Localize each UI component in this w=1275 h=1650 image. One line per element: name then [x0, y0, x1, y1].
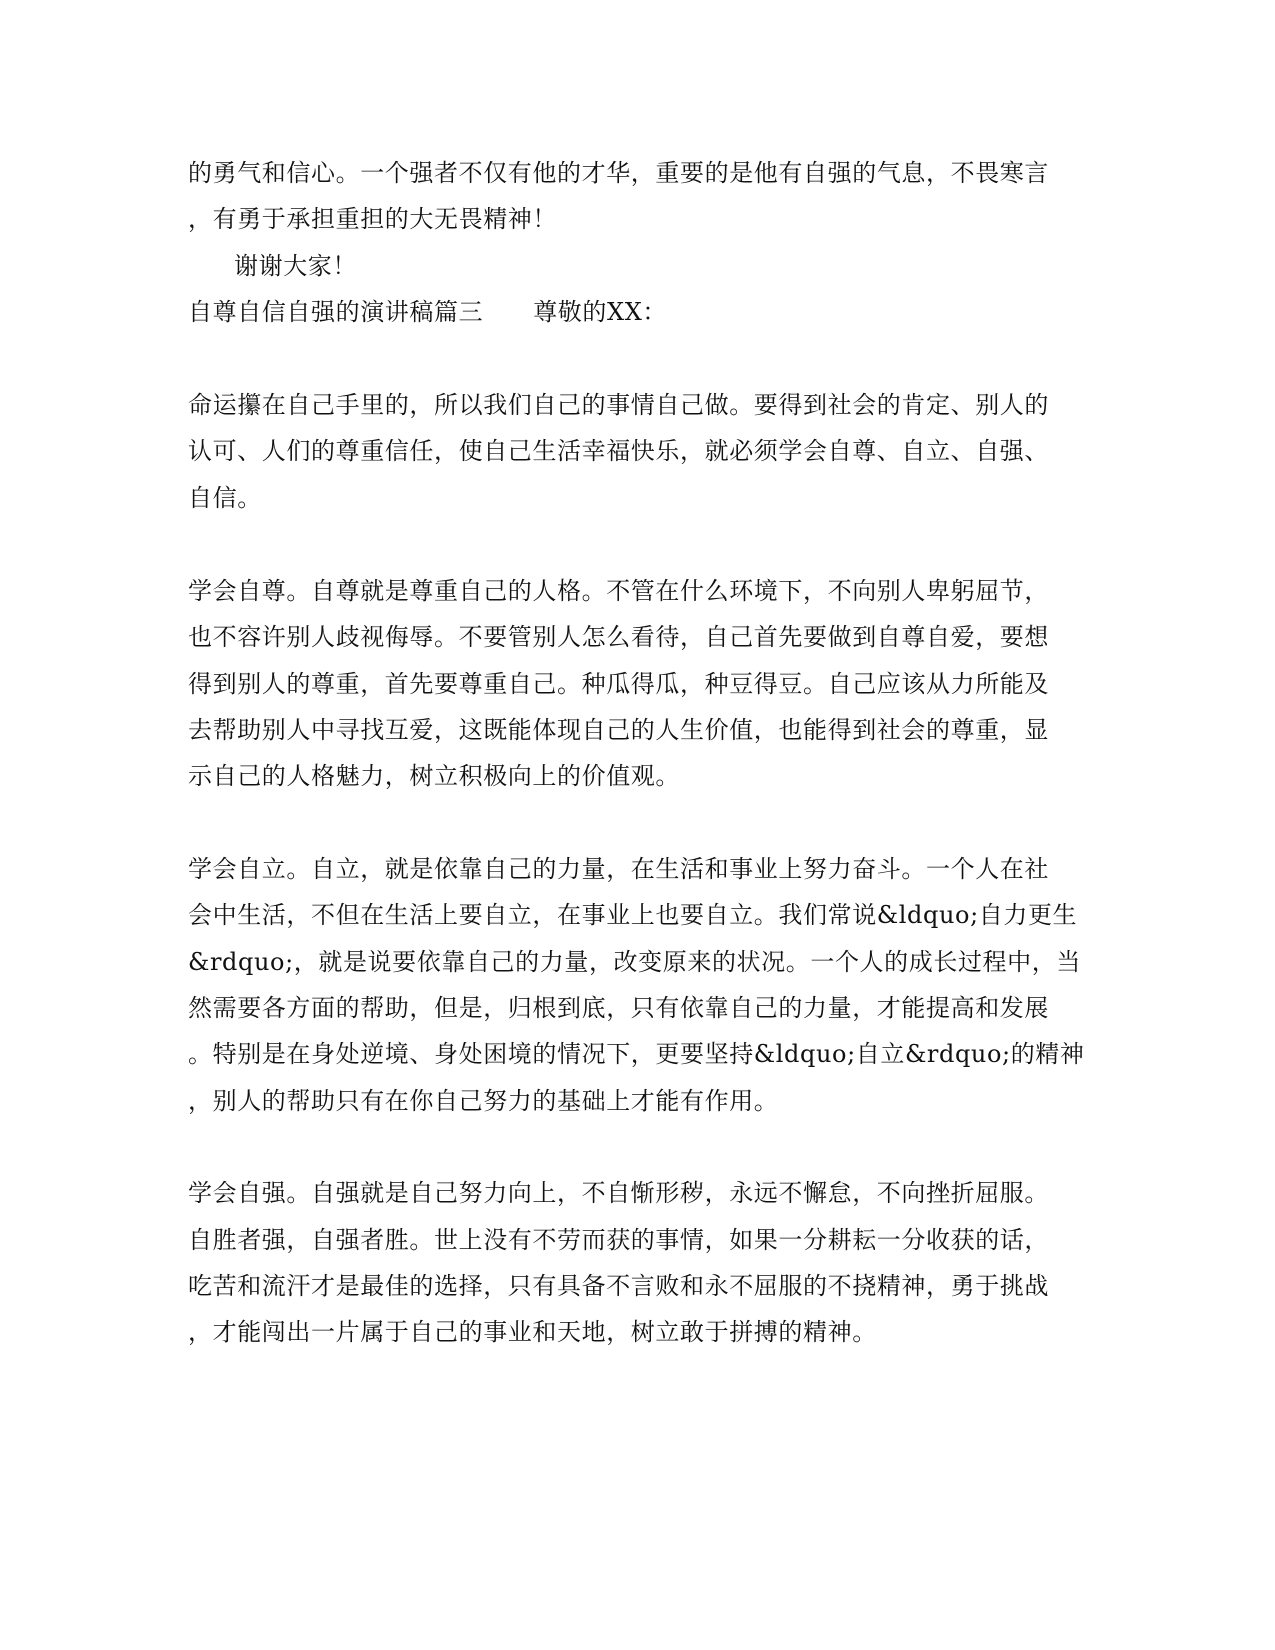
text-line: 会中生活，不但在生活上要自立，在事业上也要自立。我们常说&ldquo;自力更生	[188, 901, 1078, 929]
text-line: 吃苦和流汗才是最佳的选择，只有具备不言败和永不屈服的不挠精神，勇于挑战	[188, 1272, 1049, 1300]
text-line: 示自己的人格魅力，树立积极向上的价值观。	[188, 762, 680, 790]
text-line: 学会自尊。自尊就是尊重自己的人格。不管在什么环境下，不向别人卑躬屈节，	[188, 577, 1049, 605]
text-line: 然需要各方面的帮助，但是，归根到底，只有依靠自己的力量，才能提高和发展	[188, 994, 1049, 1022]
text-line: 的勇气和信心。一个强者不仅有他的才华，重要的是他有自强的气息，不畏寒言	[188, 159, 1049, 187]
salutation: 尊敬的XX：	[533, 298, 667, 326]
text-line: ，别人的帮助只有在你自己努力的基础上才能有作用。	[188, 1087, 779, 1115]
section-title: 自尊自信自强的演讲稿篇三	[188, 298, 484, 326]
text-line: 谢谢大家！	[234, 252, 357, 280]
text-line: 去帮助别人中寻找互爱，这既能体现自己的人生价值，也能得到社会的尊重，显	[188, 716, 1049, 744]
text-line: 也不容许别人歧视侮辱。不要管别人怎么看待，自己首先要做到自尊自爱，要想	[188, 623, 1049, 651]
text-line: 命运攥在自己手里的，所以我们自己的事情自己做。要得到社会的肯定、别人的	[188, 391, 1049, 419]
text-line: 学会自立。自立，就是依靠自己的力量，在生活和事业上努力奋斗。一个人在社	[188, 855, 1049, 883]
text-line: &rdquo;，就是说要依靠自己的力量，改变原来的状况。一个人的成长过程中，当	[188, 948, 1081, 976]
text-line: 认可、人们的尊重信任，使自己生活幸福快乐，就必须学会自尊、自立、自强、	[188, 437, 1049, 465]
text-line: 。特别是在身处逆境、身处困境的情况下，更要坚持&ldquo;自立&rdquo;的精神	[188, 1040, 1085, 1068]
text-line: ，有勇于承担重担的大无畏精神！	[188, 205, 557, 233]
text-line: 自信。	[188, 484, 262, 512]
section-heading-line	[188, 297, 667, 327]
text-line: 自胜者强，自强者胜。世上没有不劳而获的事情，如果一分耕耘一分收获的话，	[188, 1226, 1049, 1254]
text-line: 得到别人的尊重，首先要尊重自己。种瓜得瓜，种豆得豆。自己应该从力所能及	[188, 670, 1049, 698]
text-line: 学会自强。自强就是自己努力向上，不自惭形秽，永远不懈怠，不向挫折屈服。	[188, 1179, 1049, 1207]
text-line: ，才能闯出一片属于自己的事业和天地，树立敢于拼搏的精神。	[188, 1318, 877, 1346]
